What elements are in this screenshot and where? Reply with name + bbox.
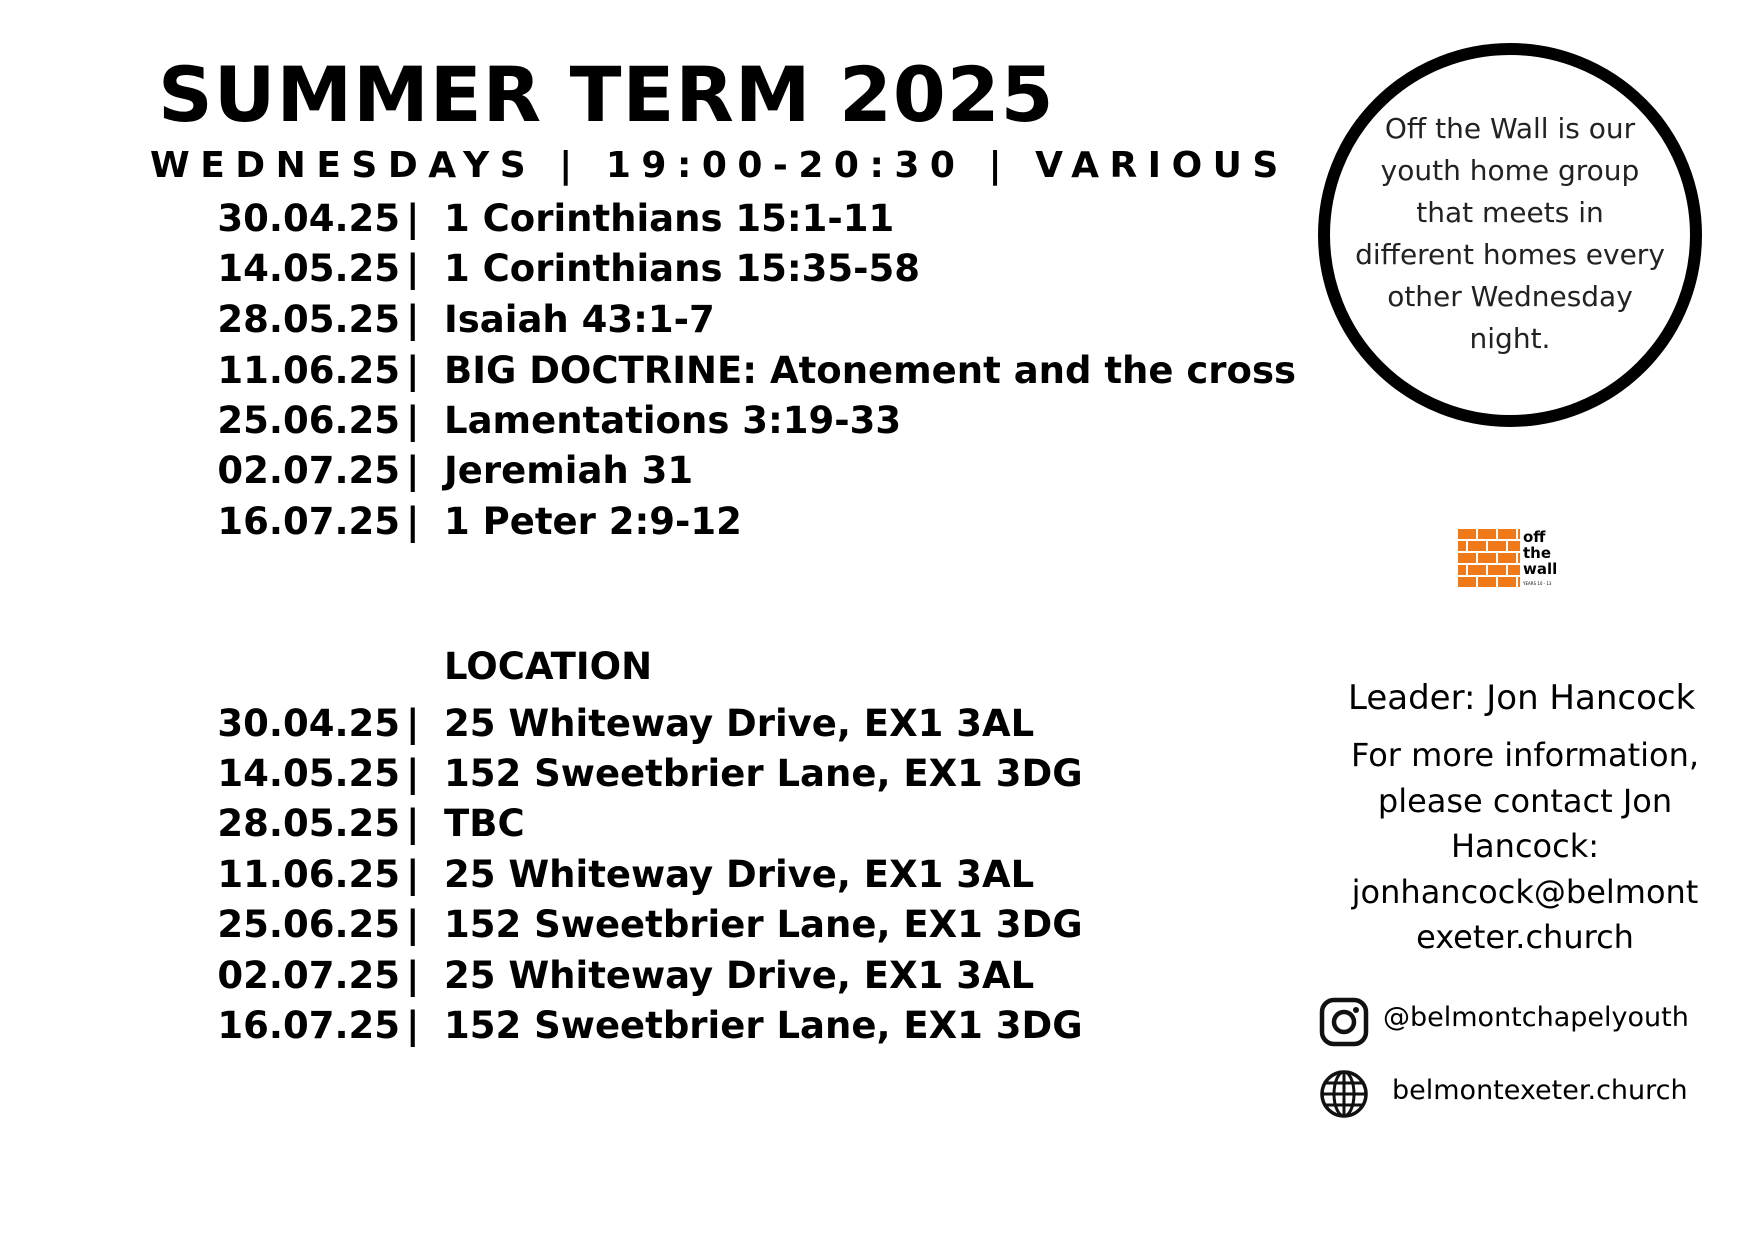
location-row <box>0 1004 1300 1054</box>
schedule-topic: Lamentations 3:19-33 <box>444 399 902 442</box>
separator: | <box>406 853 420 896</box>
location-row <box>0 702 1300 752</box>
separator: | <box>406 247 420 290</box>
brick <box>1458 541 1466 551</box>
logo-word-off: off <box>1523 528 1546 546</box>
location-place: 25 Whiteway Drive, EX1 3AL <box>444 853 1035 896</box>
schedule-date: 16.07.25 <box>217 500 400 543</box>
page-title: SUMMER TERM 2025 <box>158 50 1055 139</box>
separator: | <box>406 500 420 543</box>
separator: | <box>406 399 420 442</box>
brick <box>1518 529 1520 539</box>
brick-wall-icon <box>1458 528 1520 588</box>
location-date: 02.07.25 <box>217 954 400 997</box>
brick <box>1498 577 1516 587</box>
brick <box>1508 565 1520 575</box>
separator: | <box>406 954 420 997</box>
brick <box>1498 529 1516 539</box>
schedule-subtitle: WEDNESDAYS | 19:00-20:30 | VARIOUS <box>150 145 1289 186</box>
location-row <box>0 954 1300 1004</box>
off-the-wall-logo <box>1458 528 1560 588</box>
schedule-topic: Isaiah 43:1-7 <box>444 298 715 341</box>
location-row <box>0 853 1300 903</box>
schedule-row <box>0 298 1300 348</box>
contact-info: For more information, please contact Jon Hancock: jonhancock@belmont exeter.church <box>1350 736 1700 956</box>
schedule-row <box>0 197 1300 247</box>
brick <box>1508 541 1520 551</box>
location-date: 28.05.25 <box>217 802 400 845</box>
brick <box>1478 577 1496 587</box>
separator: | <box>406 449 420 492</box>
schedule-date: 30.04.25 <box>217 197 400 240</box>
separator: | <box>406 1004 420 1047</box>
location-date: 11.06.25 <box>217 853 400 896</box>
brick <box>1458 529 1476 539</box>
brick <box>1478 529 1496 539</box>
brick <box>1488 565 1506 575</box>
schedule-date: 14.05.25 <box>217 247 400 290</box>
location-date: 30.04.25 <box>217 702 400 745</box>
location-date: 14.05.25 <box>217 752 400 795</box>
brick <box>1488 541 1506 551</box>
brick <box>1458 577 1476 587</box>
brick <box>1468 565 1486 575</box>
location-row <box>0 802 1300 852</box>
schedule-topic: BIG DOCTRINE: Atonement and the cross <box>444 349 1297 392</box>
separator: | <box>406 752 420 795</box>
schedule-date: 25.06.25 <box>217 399 400 442</box>
separator: | <box>406 349 420 392</box>
schedule-row <box>0 247 1300 297</box>
separator: | <box>406 702 420 745</box>
brick <box>1518 553 1520 563</box>
brick <box>1458 565 1466 575</box>
separator: | <box>406 903 420 946</box>
schedule-row <box>0 399 1300 449</box>
instagram-handle[interactable]: @belmontchapelyouth <box>1383 1002 1689 1033</box>
location-place: 25 Whiteway Drive, EX1 3AL <box>444 954 1035 997</box>
logo-word-wall: wall <box>1523 560 1558 578</box>
location-row <box>0 903 1300 953</box>
location-place: 152 Sweetbrier Lane, EX1 3DG <box>444 1004 1083 1047</box>
location-date: 16.07.25 <box>217 1004 400 1047</box>
globe-icon[interactable] <box>1318 1068 1370 1120</box>
schedule-topic: Jeremiah 31 <box>444 449 694 492</box>
schedule-row <box>0 449 1300 499</box>
schedule-date: 28.05.25 <box>217 298 400 341</box>
brick <box>1518 577 1520 587</box>
location-heading: LOCATION <box>444 645 653 688</box>
separator: | <box>406 298 420 341</box>
brick <box>1458 553 1476 563</box>
location-place: 152 Sweetbrier Lane, EX1 3DG <box>444 752 1083 795</box>
logo-word-the: the <box>1523 544 1552 562</box>
brick <box>1468 541 1486 551</box>
schedule-topic: 1 Corinthians 15:1-11 <box>444 197 895 240</box>
location-date: 25.06.25 <box>217 903 400 946</box>
schedule-topic: 1 Peter 2:9-12 <box>444 500 742 543</box>
schedule-row <box>0 500 1300 550</box>
logo-tagline: YEARS 10 - 13 <box>1523 581 1552 586</box>
schedule-date: 11.06.25 <box>217 349 400 392</box>
website-link[interactable]: belmontexeter.church <box>1392 1075 1688 1106</box>
location-row <box>0 752 1300 802</box>
instagram-icon[interactable] <box>1318 996 1370 1048</box>
leader-name: Leader: Jon Hancock <box>1348 678 1696 718</box>
location-place: 25 Whiteway Drive, EX1 3AL <box>444 702 1035 745</box>
location-place: TBC <box>444 802 525 845</box>
brick <box>1498 553 1516 563</box>
separator: | <box>406 197 420 240</box>
brick <box>1478 553 1496 563</box>
info-circle-text: Off the Wall is our youth home group that meets in different homes every other Wednesday night. <box>1355 112 1665 355</box>
schedule-topic: 1 Corinthians 15:35-58 <box>444 247 921 290</box>
schedule-row <box>0 349 1300 399</box>
location-place: 152 Sweetbrier Lane, EX1 3DG <box>444 903 1083 946</box>
schedule-date: 02.07.25 <box>217 449 400 492</box>
separator: | <box>406 802 420 845</box>
